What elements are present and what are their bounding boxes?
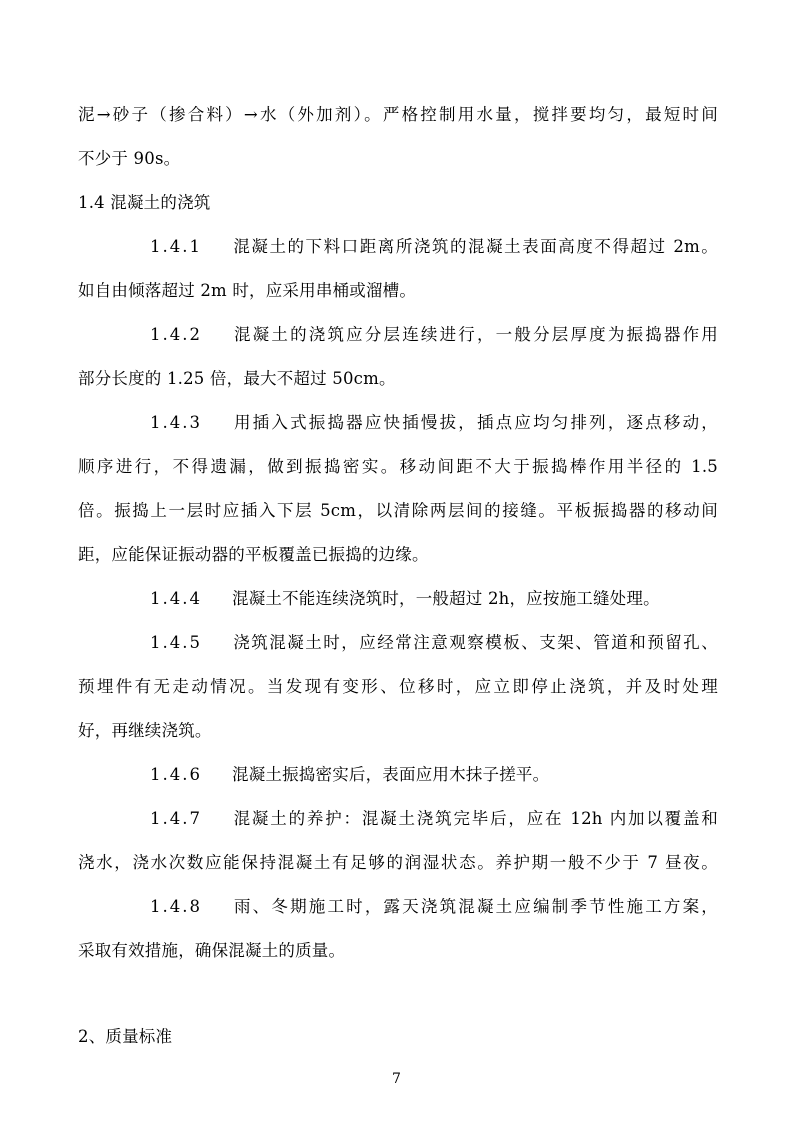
paragraph-line: 不少于 90s。 [78, 149, 181, 168]
paragraph-line: 距，应能保证振动器的平板覆盖已振捣的边缘。 [78, 545, 429, 564]
paragraph-line: 浇水，浇水次数应能保持混凝土有足够的润湿状态。养护期一般不少于 7 昼夜。 [78, 853, 718, 872]
clause-text: 混凝土不能连续浇筑时，一般超过 2h，应按施工缝处理。 [232, 589, 660, 608]
clause-number: 1.4.3 [150, 413, 202, 432]
clause-text: 混凝土振捣密实后，表面应用木抹子搓平。 [232, 765, 550, 784]
paragraph-line: 采取有效措施，确保混凝土的质量。 [78, 941, 346, 960]
clause-number: 1.4.7 [150, 809, 202, 828]
clause-text: 用插入式振捣器应快插慢拔，插点应均匀排列，逐点移动， [232, 413, 718, 432]
section-heading: 2、质量标准 [78, 1027, 173, 1046]
paragraph-line: 好，再继续浇筑。 [78, 721, 212, 740]
clause-text: 混凝土的浇筑应分层连续进行，一般分层厚度为振捣器作用 [232, 325, 718, 344]
clause-1-4-2 [150, 324, 718, 346]
section-heading: 1.4 混凝土的浇筑 [78, 193, 211, 212]
clause-number: 1.4.1 [150, 237, 202, 256]
paragraph-line: 顺序进行，不得遗漏，做到振捣密实。移动间距不大于振捣棒作用半径的 1.5 [78, 457, 718, 476]
clause-text: 雨、冬期施工时，露天浇筑混凝土应编制季节性施工方案， [232, 897, 718, 916]
clause-text: 混凝土的下料口距离所浇筑的混凝土表面高度不得超过 2m。 [232, 237, 718, 256]
clause-1-4-1 [150, 236, 718, 258]
clause-1-4-5 [150, 632, 718, 654]
clause-1-4-7 [150, 808, 718, 830]
clause-number: 1.4.8 [150, 897, 202, 916]
clause-number: 1.4.5 [150, 633, 202, 652]
paragraph-line: 部分长度的 1.25 倍，最大不超过 50cm。 [78, 369, 396, 388]
clause-text: 浇筑混凝土时，应经常注意观察模板、支架、管道和预留孔、 [232, 633, 718, 652]
page-number: 7 [392, 1071, 401, 1087]
clause-number: 1.4.2 [150, 325, 202, 344]
clause-1-4-3 [150, 412, 718, 434]
clause-1-4-4 [150, 588, 718, 610]
paragraph-line: 泥→砂子（掺合料）→水（外加剂）。严格控制用水量，搅拌要均匀，最短时间 [78, 105, 718, 124]
clause-1-4-6 [150, 764, 718, 786]
paragraph-line: 倍。振捣上一层时应插入下层 5cm，以清除两层间的接缝。平板振捣器的移动间 [78, 501, 718, 520]
clause-number: 1.4.6 [150, 765, 202, 784]
clause-1-4-8 [150, 896, 718, 918]
paragraph-line: 预埋件有无走动情况。当发现有变形、位移时，应立即停止浇筑，并及时处理 [78, 677, 718, 696]
clause-text: 混凝土的养护：混凝土浇筑完毕后，应在 12h 内加以覆盖和 [232, 809, 718, 828]
clause-number: 1.4.4 [150, 589, 202, 608]
paragraph-line: 如自由倾落超过 2m 时，应采用串桶或溜槽。 [78, 281, 417, 300]
